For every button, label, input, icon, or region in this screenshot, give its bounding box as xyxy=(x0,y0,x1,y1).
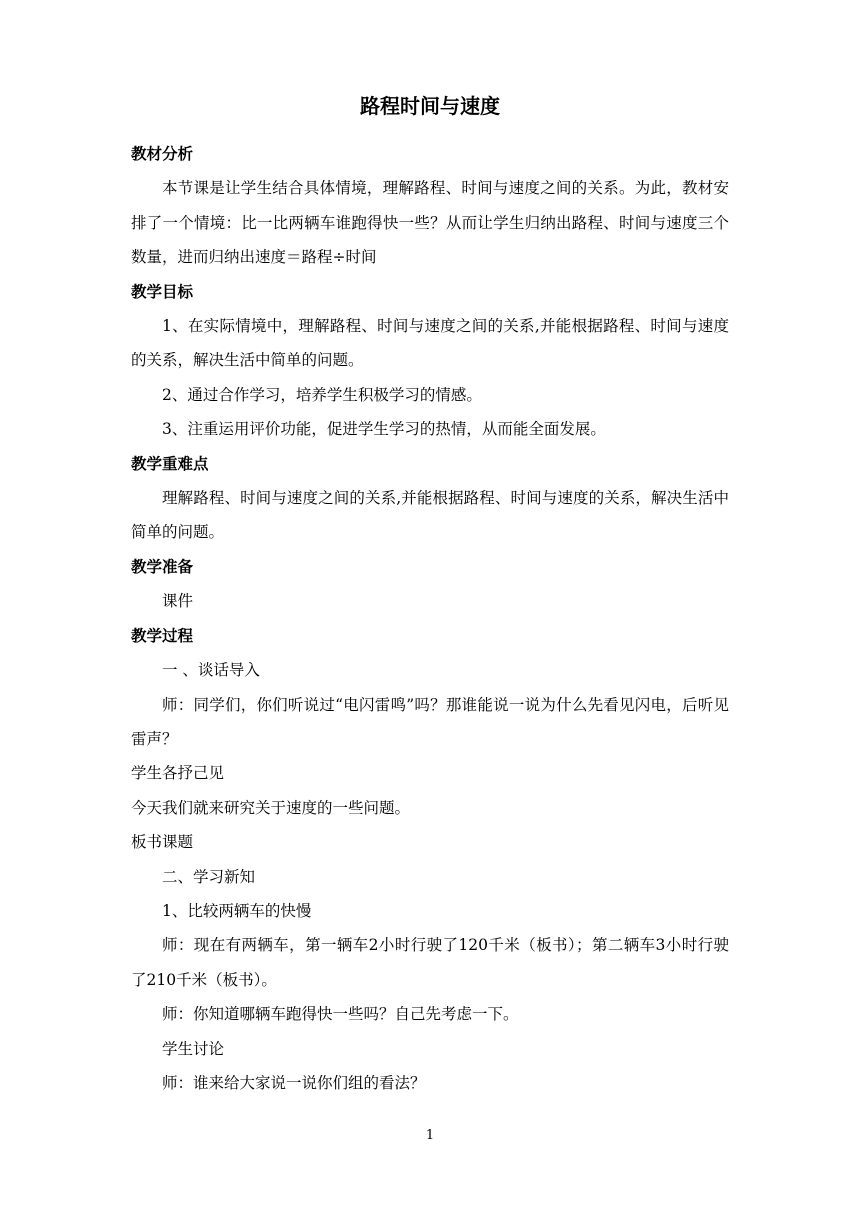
section-heading: 教学重难点 xyxy=(131,454,209,473)
paragraph: 学生讨论 xyxy=(162,1039,225,1058)
section-heading: 教材分析 xyxy=(131,145,194,163)
document-body xyxy=(131,137,729,1100)
paragraph: 二、学习新知 xyxy=(162,867,256,886)
paragraph: 1、比较两辆车的快慢 xyxy=(162,901,312,920)
paragraph: 3、注重运用评价功能，促进学生学习的热情，从而能全面发展。 xyxy=(162,420,606,439)
paragraph: 师：你知道哪辆车跑得快一些吗？自己先考虑一下。 xyxy=(162,1005,519,1024)
paragraph: 一 、谈话导入 xyxy=(162,661,260,680)
paragraph: 2、通过合作学习，培养学生积极学习的情感。 xyxy=(162,385,482,404)
document-title: 路程时间与速度 xyxy=(360,94,500,118)
section-heading: 教学目标 xyxy=(131,282,194,301)
paragraph: 理解路程、时间与速度之间的关系,并能根据路程、时间与速度的关系，解决生活中简单的问题。 xyxy=(131,489,729,542)
paragraph: 师：现在有两辆车，第一辆车2小时行驶了120千米（板书）；第二辆车3小时行驶了210千米（板书）。 xyxy=(131,936,729,989)
paragraph: 师：同学们，你们听说过“电闪雷鸣”吗？那谁能说一说为什么先看见闪电，后听见雷声？ xyxy=(131,695,729,748)
paragraph: 师：谁来给大家说一说你们组的看法？ xyxy=(162,1073,426,1092)
section-heading: 教学过程 xyxy=(131,626,194,645)
paragraph: 1、在实际情境中，理解路程、时间与速度之间的关系,并能根据路程、时间与速度的关系，解决生活中简单的问题。 xyxy=(131,317,729,370)
paragraph: 今天我们就来研究关于速度的一些问题。 xyxy=(131,798,411,817)
paragraph: 本节课是让学生结合具体情境，理解路程、时间与速度之间的关系。为此，教材安排了一个情境：比一比两辆车谁跑得快一些？从而让学生归纳出路程、时间与速度三个数量，进而归纳出速度＝路程÷时间 xyxy=(131,179,729,267)
paragraph: 课件 xyxy=(162,592,194,611)
paragraph: 学生各抒己见 xyxy=(131,764,225,783)
page-number: 1 xyxy=(425,1128,435,1143)
section-heading: 教学准备 xyxy=(131,557,194,576)
paragraph: 板书课题 xyxy=(131,833,194,852)
document-page xyxy=(131,0,729,1216)
